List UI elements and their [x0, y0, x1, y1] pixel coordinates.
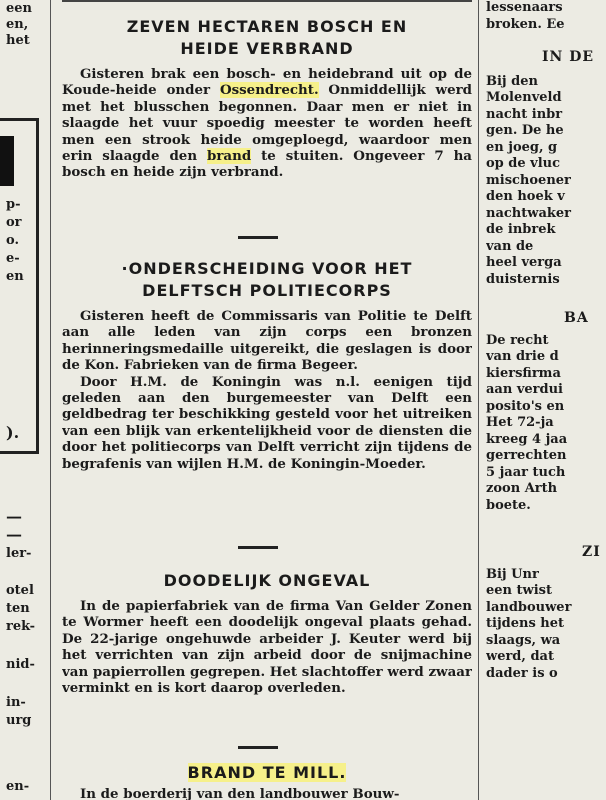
right-text-line: kiersfirma [486, 365, 561, 381]
left-fragment: o. [6, 233, 19, 248]
text-run: Gisteren brak een bosch- en heidebrand uit op de Koude-heide onder [62, 66, 472, 99]
article-headline [62, 258, 472, 302]
article-headline [62, 16, 472, 60]
text-run: te stuiten. Ongeveer 7 ha bosch en heide zijn verbrand. [62, 148, 472, 181]
headline-line: DOODELIJK ONGEVAL [163, 571, 371, 590]
article-paragraph [62, 66, 472, 181]
left-fragment: ler- [6, 546, 32, 561]
right-text-block [486, 333, 606, 515]
article-forest-fire [62, 16, 472, 181]
right-heading: IN DE [542, 49, 595, 65]
right-text-line: van drie d [486, 349, 559, 364]
right-text-line: tijdens het [486, 616, 565, 631]
left-column [0, 0, 44, 800]
left-fragment: en [6, 269, 24, 284]
right-text-line: gerrechten [486, 448, 567, 463]
right-text-line: boete. [486, 497, 531, 513]
section-divider [238, 546, 278, 549]
text-run: Onmiddellijk werd met het blusschen begonnen. Daar men er niet in slaagde het vuur spoedig meester te worden heeft men een strook heide omgeploegd, waardoor men erin slaagde den [62, 82, 472, 165]
article-police-honour [62, 258, 472, 472]
left-fragment: een [6, 1, 32, 16]
right-text-line: 5 jaar tuch [486, 464, 566, 480]
left-fragment: en- [6, 779, 30, 794]
right-text-line: Het 72-ja [486, 415, 554, 430]
headline-line: ·ONDERSCHEIDING VOOR HET [121, 259, 413, 278]
section-divider [238, 236, 278, 239]
highlighted-term: Ossendrecht. [219, 82, 319, 99]
article-fire-mill [62, 762, 472, 800]
column-rule [50, 0, 51, 800]
right-text-line: aan verdui [486, 382, 563, 397]
article-headline [62, 570, 472, 592]
right-text-line: dader is o [486, 665, 558, 681]
right-text-line: den hoek v [486, 189, 565, 204]
right-heading: BA [564, 310, 589, 326]
left-fragment: en, [6, 17, 29, 32]
left-fragment: rek- [6, 619, 35, 634]
section-divider [238, 746, 278, 749]
right-column [486, 0, 606, 800]
left-fragment: otel [6, 583, 34, 598]
right-text-line: De recht [486, 332, 549, 348]
article-headline [62, 762, 472, 784]
right-text-block [486, 567, 606, 683]
right-text-line: Bij Unr [486, 566, 539, 582]
right-text-line: nacht inbr [486, 106, 563, 122]
headline-line: DELFTSCH POLITIECORPS [142, 281, 392, 300]
article-body [62, 308, 472, 472]
right-text-line: lessenaars [486, 0, 563, 15]
right-text-line: gen. De he [486, 123, 564, 138]
right-text-line: heel verga [486, 255, 562, 270]
right-text-line: broken. Ee [486, 16, 565, 32]
highlighted-term: brand [206, 148, 252, 165]
right-text-line: werd, dat [486, 649, 554, 664]
right-text-line: van de [486, 238, 534, 254]
right-text-line: slaags, wa [486, 632, 561, 648]
left-fragment: — [6, 507, 22, 526]
advertisement-black-block [0, 136, 14, 186]
right-text-line: op de vluc [486, 156, 561, 171]
right-text-line: Molenveld [486, 90, 562, 105]
main-column [62, 0, 472, 800]
headline-line: HEIDE VERBRAND [180, 39, 354, 58]
right-text-line: en joeg, g [486, 139, 558, 155]
left-fragment: e- [6, 251, 20, 266]
left-fragment: p- [6, 197, 21, 212]
right-text-block [486, 0, 606, 33]
right-heading: ZI [582, 544, 601, 560]
article-paragraph: In de boerderij van den landbouwer Bouw- [80, 786, 400, 800]
left-fragment: urg [6, 713, 32, 728]
article-fatal-accident [62, 570, 472, 696]
headline-line: ZEVEN HECTAREN BOSCH EN [126, 17, 408, 36]
right-text-line: nachtwaker [486, 205, 571, 221]
right-text-line: de inbrek [486, 222, 556, 237]
left-fragment: in- [6, 695, 26, 710]
article-paragraph: Gisteren heeft de Commissaris van Politie te Delft aan alle leden van zijn corps een bronzen herinneringsmedaille uitgereikt, die geslagen is door de Kon. Fabrieken van de firma Begeer. [62, 308, 472, 374]
left-fragment: ). [6, 423, 20, 442]
article-paragraph: In de papierfabriek van de firma Van Gelder Zonen te Wormer heeft een doodelijk ongeval plaats gehad. De 22-jarige ongehuwde arbeider J. Keuter werd bij het verrichten van zijn arbeid door de snijmachine van papierrollen gegrepen. Het slachtoffer werd zwaar verminkt en is kort daarop overleden. [62, 598, 472, 697]
right-text-line: een twist [486, 583, 552, 598]
left-fragment: — [6, 525, 22, 544]
left-fragment: nid- [6, 657, 35, 672]
right-text-line: zoon Arth [486, 481, 558, 496]
right-text-line: posito's en [486, 398, 565, 414]
article-body [62, 66, 472, 181]
right-text-line: mischoener [486, 172, 571, 188]
right-text-line: duisternis [486, 271, 560, 287]
article-body [62, 786, 472, 800]
left-fragment: het [6, 33, 30, 48]
right-text-line: Bij den [486, 73, 538, 89]
article-paragraph: Door H.M. de Koningin was n.l. eenigen tijd geleden aan den burgemeester van Delft een geldbedrag ter beschikking gesteld voor het uitreiken van een blijk van erkentelijkheid voor de diensten die door het politiecorps van Delft verricht zijn tijdens de begrafenis van wijlen H.M. de Koningin-Moeder. [62, 373, 472, 472]
column-rule [478, 0, 479, 800]
right-text-block [486, 74, 606, 289]
article-body [62, 598, 472, 696]
right-text-line: kreeg 4 jaa [486, 431, 568, 447]
left-fragment: ten [6, 601, 30, 616]
right-text-line: landbouwer [486, 599, 572, 615]
left-fragment: or [6, 215, 22, 230]
headline-line: BRAND TE MILL. [187, 763, 347, 782]
